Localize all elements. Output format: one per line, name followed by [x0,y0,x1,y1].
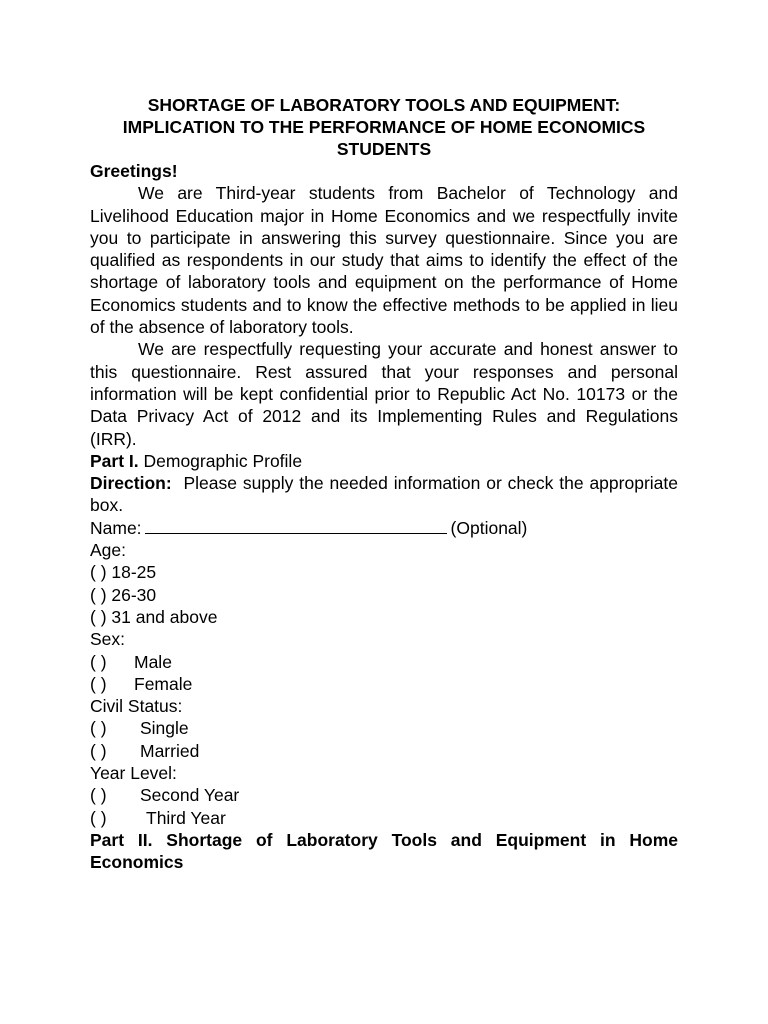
greeting: Greetings! [90,161,178,181]
sex-option-label: Female [134,673,193,694]
age-label: Age: [90,540,126,561]
title-line-1: SHORTAGE OF LABORATORY TOOLS AND EQUIPMENT: [147,95,621,115]
year-level-label: Year Level: [90,763,177,784]
sex-option-female[interactable] [90,673,678,695]
year-option-label: Second Year [140,785,240,806]
name-row [90,517,678,539]
year-option-second[interactable] [90,784,678,806]
direction-line [90,472,683,517]
name-input-line[interactable] [145,518,447,534]
checkbox-parens: ( ) [90,673,107,694]
sex-option-label: Male [134,651,172,672]
part1-label: Part I. [90,450,139,471]
sex-label: Sex: [90,629,126,650]
checkbox-parens: ( ) [90,718,107,739]
part2-heading: Part II. Shortage of Laboratory Tools and Equipment in Home Economics [90,829,678,873]
direction-text: Please supply the needed information or check the appropriate box. [90,473,683,516]
document-title [90,94,678,160]
age-option-31-above[interactable]: ( ) 31 and above [90,606,218,627]
year-option-label: Third Year [146,807,226,828]
civil-option-married[interactable] [90,740,678,762]
civil-option-label: Married [140,740,200,761]
checkbox-parens: ( ) [90,807,107,828]
request-paragraph: We are respectfully requesting your accurate and honest answer to this questionnaire. Rest assured that your responses and personal information will be kept confidential prior to Republic Act No. 10173 or the Data Privacy Act of 2012 and its Implementing Rules and Regulations (IRR). [90,339,678,449]
title-line-3: STUDENTS [336,139,432,159]
name-optional-note: (Optional) [450,517,528,538]
document-body [90,160,683,874]
sex-option-male[interactable] [90,651,678,673]
age-option-18-25[interactable]: ( ) 18-25 [90,562,157,583]
name-label: Name: [90,517,142,538]
direction-label: Direction: [90,473,172,494]
part1-heading [90,450,678,472]
age-option-26-30[interactable]: ( ) 26-30 [90,584,157,605]
checkbox-parens: ( ) [90,651,107,672]
civil-option-label: Single [140,718,189,739]
checkbox-parens: ( ) [90,785,107,806]
civil-status-label: Civil Status: [90,696,183,717]
checkbox-parens: ( ) [90,740,107,761]
title-line-2: IMPLICATION TO THE PERFORMANCE OF HOME ECONOMICS [122,117,646,137]
part1-title: Demographic Profile [138,450,303,471]
year-option-third[interactable] [90,807,678,829]
intro-paragraph: We are Third-year students from Bachelor of Technology and Livelihood Education major in Home Economics and we respectfully invite you to participate in answering this survey questionnaire. Since you are qualified as respondents in our study that aims to identify the effect of the shortage of laboratory tools and equipment on the performance of Home Economics students and to know the effective methods to be applied in lieu of the absence of laboratory tools. [90,183,678,338]
civil-option-single[interactable] [90,717,678,739]
